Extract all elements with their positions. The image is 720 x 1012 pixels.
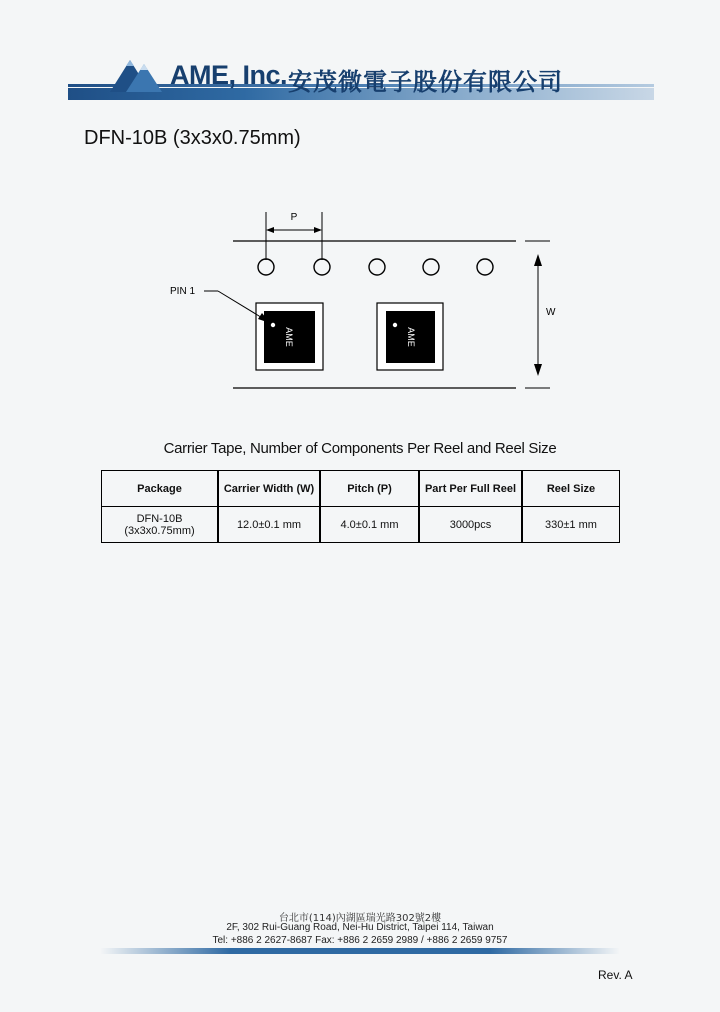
table-row bbox=[102, 507, 620, 543]
cell-package bbox=[102, 507, 219, 543]
sprocket-hole bbox=[423, 259, 439, 275]
sprocket-hole bbox=[314, 259, 330, 275]
page-title: DFN-10B (3x3x0.75mm) bbox=[84, 127, 301, 149]
page-header bbox=[0, 0, 720, 110]
width-arrow-bottom bbox=[534, 364, 542, 376]
package-line-2: (3x3x0.75mm) bbox=[124, 524, 195, 537]
footer-address-chinese: 台北市(114)內湖區瑞光路302號2樓 bbox=[278, 913, 442, 924]
col-header-carrier-width: Carrier Width (W) bbox=[218, 471, 320, 507]
table-caption: Carrier Tape, Number of Components Per Reel and Reel Size bbox=[163, 440, 557, 457]
revision-label: Rev. A bbox=[598, 968, 633, 982]
reel-spec-table bbox=[101, 470, 620, 543]
pitch-arrow-left bbox=[266, 227, 274, 233]
cell-reel-size: 330±1 mm bbox=[522, 507, 620, 543]
pitch-label: P bbox=[290, 212, 298, 223]
cell-part-per-reel: 3000pcs bbox=[419, 507, 522, 543]
carrier-tape-drawing bbox=[160, 200, 560, 395]
col-header-package: Package bbox=[102, 471, 219, 507]
ame-logo-icon bbox=[110, 56, 166, 92]
sprocket-hole bbox=[477, 259, 493, 275]
col-header-reel-size: Reel Size bbox=[522, 471, 620, 507]
package-line-1: DFN-10B bbox=[136, 512, 183, 525]
footer-contact: Tel: +886 2 2627-8687 Fax: +886 2 2659 2989 / +886 2 2659 9757 bbox=[212, 935, 508, 946]
width-label: W bbox=[546, 307, 556, 318]
pin1-label: PIN 1 bbox=[170, 286, 196, 297]
sprocket-hole bbox=[258, 259, 274, 275]
table-header-row bbox=[102, 471, 620, 507]
cell-carrier-width: 12.0±0.1 mm bbox=[218, 507, 320, 543]
cell-pitch: 4.0±0.1 mm bbox=[320, 507, 419, 543]
company-name: AME, Inc. bbox=[170, 60, 288, 90]
footer-address: 2F, 302 Rui-Guang Road, Nei-Hu District, Taipei 114, Taiwan bbox=[226, 922, 494, 933]
footer-rule bbox=[100, 948, 620, 954]
company-name-chinese: 安茂微電子股份有限公司 bbox=[288, 68, 563, 96]
chip-marking: AME bbox=[406, 327, 416, 347]
pin1-dot bbox=[393, 323, 397, 327]
col-header-part-per-reel: Part Per Full Reel bbox=[419, 471, 522, 507]
pin1-dot bbox=[271, 323, 275, 327]
col-header-pitch: Pitch (P) bbox=[320, 471, 419, 507]
chip-marking: AME bbox=[284, 327, 294, 347]
sprocket-hole bbox=[369, 259, 385, 275]
width-arrow-top bbox=[534, 254, 542, 266]
pitch-arrow-right bbox=[314, 227, 322, 233]
